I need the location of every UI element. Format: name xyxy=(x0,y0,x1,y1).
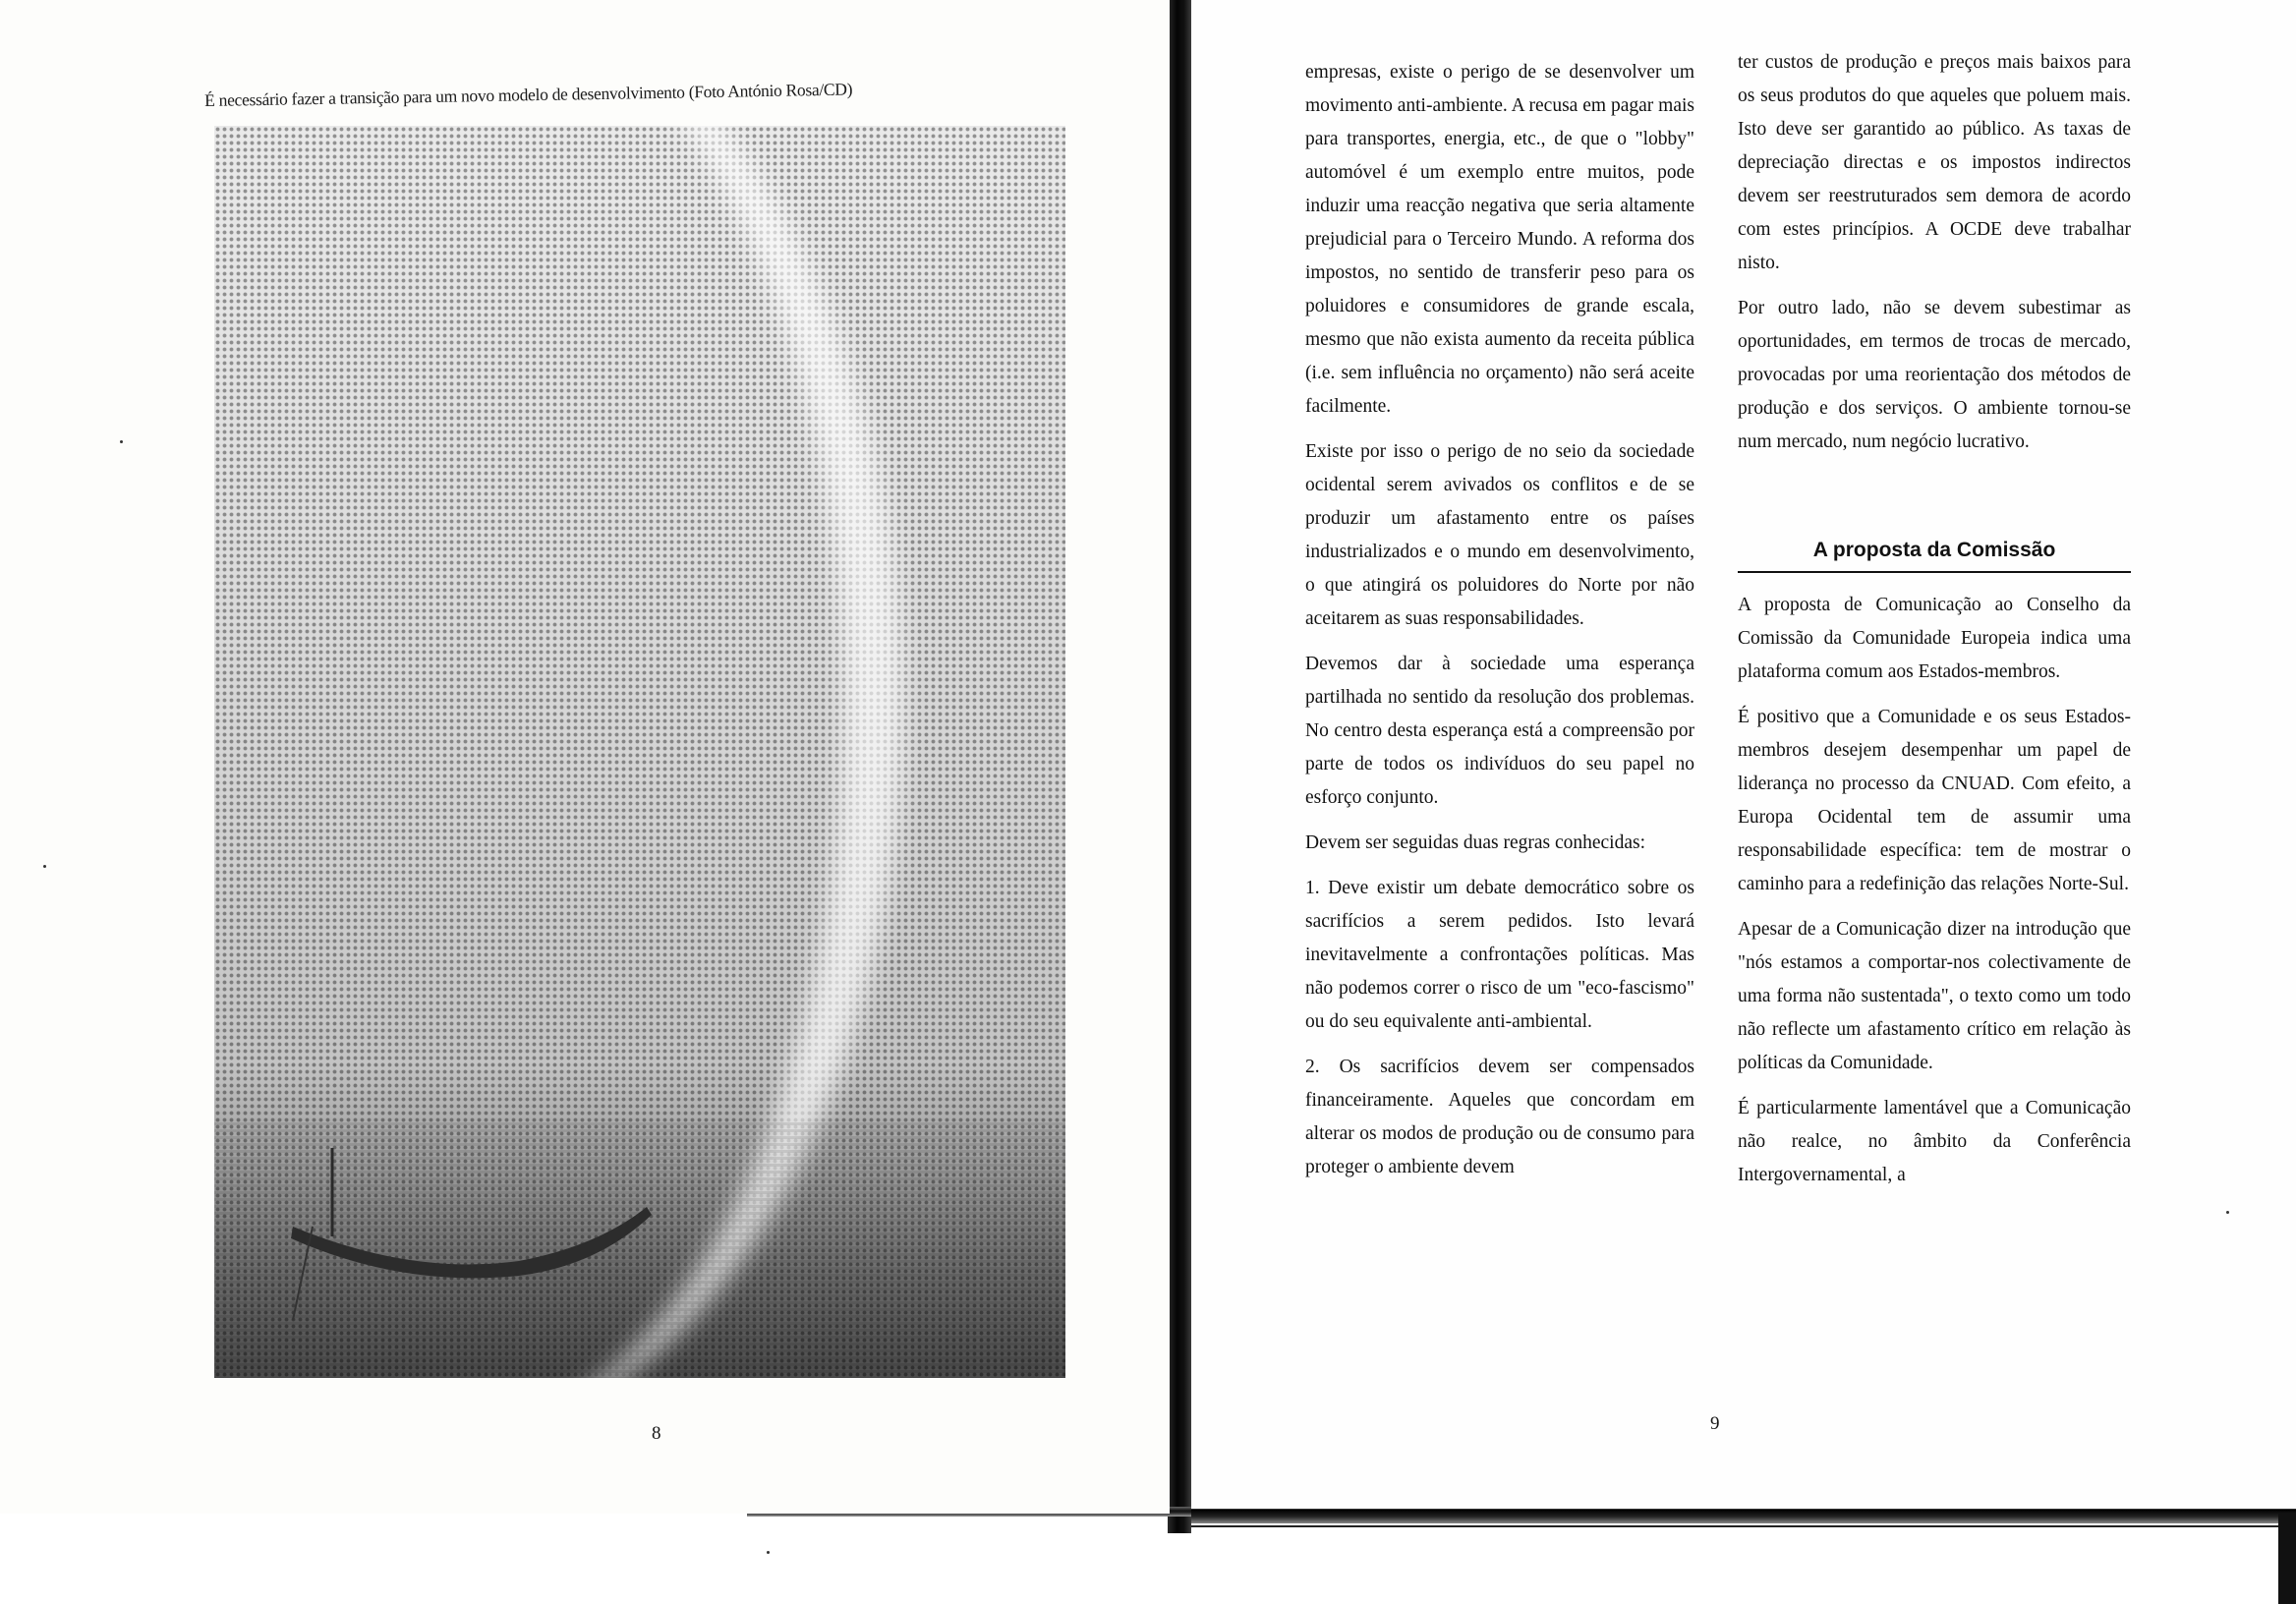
paragraph: Apesar de a Comunicação dizer na introdução que "nós estamos a comportar-nos colectivamente de uma forma não sustentada", o texto como um todo não reflecte um afastamento crítico em relação às políticas da Comunidade. xyxy=(1738,919,2131,1073)
text-column-right xyxy=(1738,46,2131,1204)
paragraph: A proposta de Comunicação ao Conselho da Comissão da Comunidade Europeia indica uma plataforma comum aos Estados-membros. xyxy=(1738,595,2131,682)
scan-speck xyxy=(767,1551,770,1554)
numbered-paragraph: 1. Deve existir um debate democrático sobre os sacrifícios a serem pedidos. Isto levará inevitavelmente a confrontações políticas. Mas não podemos correr o risco de um "eco-fascismo" ou do seu equivalente anti-ambiental. xyxy=(1305,878,1694,1032)
paragraph: Existe por isso o perigo de no seio da sociedade ocidental serem avivados os conflitos e de se produzir um afastamento entre os países industrializados e o mundo em desenvolvimento, o que atingirá os poluidores do Norte por não aceitarem as suas responsabilidades. xyxy=(1305,441,1694,629)
paragraph: empresas, existe o perigo de se desenvolver um movimento anti-ambiente. A recusa em pagar mais para transportes, energia, etc., de que o "lobby" automóvel é um exemplo entre muitos, pode induzir uma reacção negativa que seria altamente prejudicial para o Terceiro Mundo. A reforma dos impostos, no sentido de transferir peso para os poluidores e consumidores de grande escala, mesmo que não exista aumento da receita pública (i.e. sem influência no orçamento) não será aceite facilmente. xyxy=(1305,62,1694,417)
boat-silhouette xyxy=(273,1148,657,1325)
page-number-left: 8 xyxy=(652,1423,661,1444)
scan-speck xyxy=(43,865,46,868)
scan-speck xyxy=(2226,1211,2229,1214)
section-heading: A proposta da Comissão xyxy=(1738,534,2131,573)
paragraph: Por outro lado, não se devem subestimar as oportunidades, em termos de trocas de mercado, provocadas por uma reorientação dos métodos de produção e dos serviços. O ambiente tornou-se num mercado, num negócio lucrativo. xyxy=(1738,298,2131,452)
page-number-right: 9 xyxy=(1710,1413,1720,1434)
paragraph: ter custos de produção e preços mais baixos para os seus produtos do que aqueles que poluem mais. Isto deve ser garantido ao público. As taxas de depreciação directas e os impostos indirectos devem ser reestruturados sem demora de acordo com estes princípios. A OCDE deve trabalhar nisto. xyxy=(1738,52,2131,273)
paragraph: Devem ser seguidas duas regras conhecidas: xyxy=(1305,832,1646,853)
scan-speck xyxy=(120,440,123,443)
paragraph: É particularmente lamentável que a Comunicação não realce, no âmbito da Conferência Intergovernamental, a xyxy=(1738,1098,2131,1185)
left-page xyxy=(0,0,1170,1514)
book-gutter-shadow xyxy=(1168,0,1191,1533)
photo-rainbow-boat xyxy=(214,126,1065,1378)
paragraph: Devemos dar à sociedade uma esperança partilhada no sentido da resolução dos problemas. No centro desta esperança está a compreensão por parte de todos os indivíduos do seu papel no esforço conjunto. xyxy=(1305,654,1694,808)
scan-bottom-line xyxy=(1191,1525,2278,1527)
paragraph: É positivo que a Comunidade e os seus Estados-membros desejem desempenhar um papel de liderança no processo da CNUAD. Com efeito, a Europa Ocidental tem de assumir uma responsabilidade específica: tem de mostrar o caminho para a redefinição das relações Norte-Sul. xyxy=(1738,707,2131,894)
scan-right-corner xyxy=(2278,1514,2296,1604)
numbered-paragraph: 2. Os sacrifícios devem ser compensados financeiramente. Aqueles que concordam em alterar os modos de produção ou de consumo para proteger o ambiente devem xyxy=(1305,1057,1694,1177)
text-column-left xyxy=(1305,56,1694,1196)
scan-bottom-edge-right xyxy=(1191,1510,2296,1523)
photo-caption: É necessário fazer a transição para um novo modelo de desenvolvimento (Foto António Rosa/CD) xyxy=(204,79,853,110)
